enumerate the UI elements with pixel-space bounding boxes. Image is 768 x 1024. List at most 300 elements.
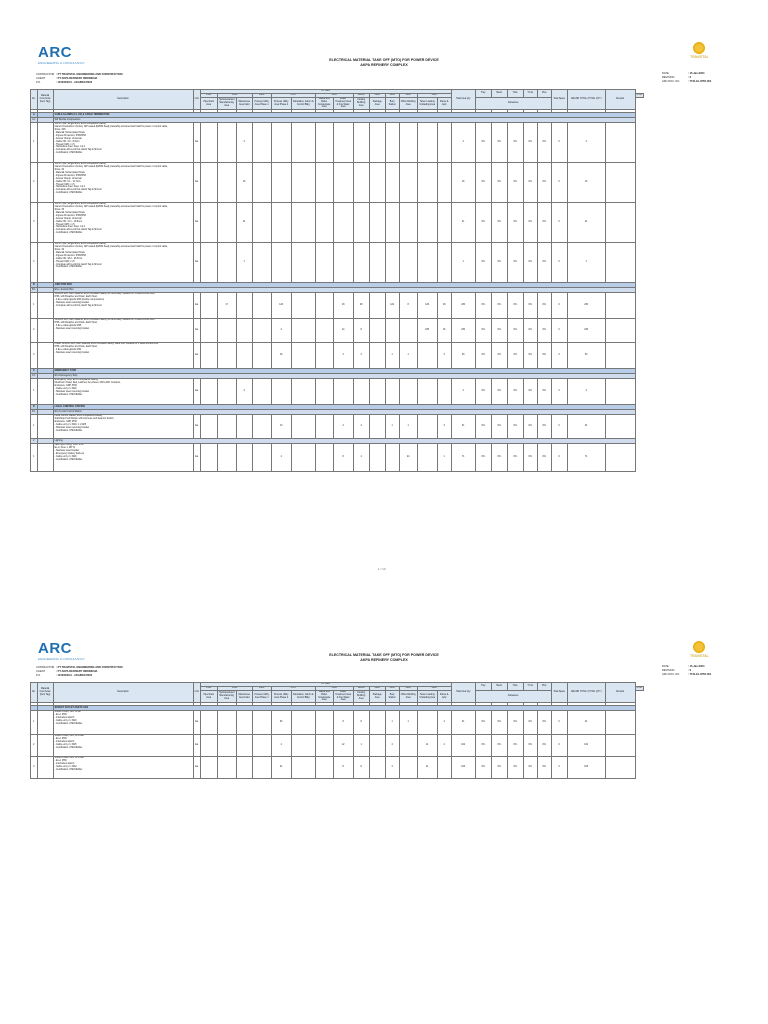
area-quantity xyxy=(217,243,236,283)
area-quantity: 8 xyxy=(333,444,353,472)
allowance-value: 0% xyxy=(507,203,523,243)
col-header-area: Office Building Area xyxy=(399,691,417,703)
area-quantity xyxy=(369,711,385,735)
area-quantity: 21 xyxy=(271,757,291,779)
area-quantity xyxy=(315,293,333,319)
label-client: CLIENT xyxy=(36,670,46,673)
grand-total: 41 xyxy=(567,711,605,735)
total-spare: 0 xyxy=(551,415,567,439)
logo-text: ARC xyxy=(38,640,72,657)
area-quantity xyxy=(217,757,236,779)
table-row xyxy=(31,711,644,735)
remark xyxy=(605,711,635,735)
value-doc-no: : 7731-EL-MTO-001 xyxy=(688,80,712,83)
col-header-area: Process Utility Area Phase 2 xyxy=(271,98,291,110)
total-spare: 0 xyxy=(551,343,567,369)
area-quantity xyxy=(315,319,333,343)
allowance-value: 0% xyxy=(523,243,537,283)
item-number: 2 xyxy=(31,163,38,203)
area-quantity: 21 xyxy=(236,203,252,243)
item-number: 1 xyxy=(31,415,38,439)
col-header-group: AT Plant xyxy=(200,683,451,687)
allowance-value: 0% xyxy=(523,444,537,472)
item-tag xyxy=(37,757,53,779)
area-quantity xyxy=(353,379,369,405)
item-number: 2 xyxy=(31,735,38,757)
allowance-value: 0% xyxy=(537,243,551,283)
table-row xyxy=(31,123,644,163)
allowance-value: 0% xyxy=(491,319,507,343)
item-unit: Ea xyxy=(193,711,200,735)
area-quantity: 8 xyxy=(353,757,369,779)
table-row xyxy=(31,163,644,203)
area-quantity: 123 xyxy=(271,293,291,319)
item-tag xyxy=(37,293,53,319)
area-quantity xyxy=(369,379,385,405)
allowance-value: 0% xyxy=(491,293,507,319)
area-quantity xyxy=(252,243,271,283)
area-quantity xyxy=(369,757,385,779)
total-spare: 0 xyxy=(551,319,567,343)
col-header-code: 3200A xyxy=(353,94,369,98)
label-doc-no: ARC DOC. NO. xyxy=(662,673,681,676)
section-label: EX-d Local Control Station xyxy=(53,410,635,415)
area-quantity xyxy=(200,203,217,243)
area-quantity: 4 xyxy=(236,123,252,163)
col-header-allowance-0: Tray xyxy=(475,683,491,691)
allowance-value: 0% xyxy=(523,415,537,439)
area-quantity xyxy=(417,415,437,439)
col-header-area: Package Area xyxy=(369,98,385,110)
area-quantity xyxy=(315,203,333,243)
allowance-value: 0% xyxy=(507,757,523,779)
area-quantity xyxy=(271,203,291,243)
area-quantity xyxy=(399,203,417,243)
item-number: 4 xyxy=(31,243,38,283)
allowance-value: 0% xyxy=(523,735,537,757)
area-quantity xyxy=(291,757,315,779)
area-quantity xyxy=(333,243,353,283)
area-quantity xyxy=(236,293,252,319)
allowance-value: 0% xyxy=(523,293,537,319)
area-quantity xyxy=(437,203,451,243)
allowance-value: 0% xyxy=(523,343,537,369)
arc-logo xyxy=(38,44,85,65)
allowance-value: 0% xyxy=(507,293,523,319)
client-logo-text: TRAVISTAL xyxy=(690,55,709,59)
area-quantity: 8 xyxy=(399,293,417,319)
col-header-tag: Material Cost Code (Item Tag) xyxy=(37,683,53,703)
item-description: Socket Outlet, 16A, 3P+E - Ex-d, IP66 - Interlocked switch - Cable entry 2 x M20 - Certification: ATEX/IECEx xyxy=(53,711,193,735)
col-header-area: Pipe Rack Area xyxy=(200,691,217,703)
col-header-allowance-0: Tray xyxy=(475,90,491,98)
col-header-allowance-4: Pins xyxy=(537,90,551,98)
table-row xyxy=(31,243,644,283)
item-description: Socket Outlet, 32A, 3P+N+E - Ex-d, IP66 - Interlocked switch - Cable entry 2 x M25 - Certification: ATEX/IECEx xyxy=(53,735,193,757)
area-quantity xyxy=(217,319,236,343)
table-row xyxy=(31,293,644,319)
area-quantity xyxy=(291,123,315,163)
value-revision: : 0 xyxy=(688,669,692,672)
total-area-quantity: 230 xyxy=(451,293,475,319)
col-header-area: Flame & Jetty xyxy=(437,98,451,110)
col-header-area: Water Treatment Area & Fire Water Area xyxy=(333,691,353,703)
col-header-code: 2400 xyxy=(252,687,271,691)
col-header-code: 2110 xyxy=(200,687,217,691)
area-quantity xyxy=(399,379,417,405)
section-number: D xyxy=(31,405,38,410)
item-tag xyxy=(37,163,53,203)
remark xyxy=(605,123,635,163)
total-area-quantity: 102 xyxy=(451,735,475,757)
area-quantity xyxy=(252,203,271,243)
col-header-area: Office Building Area xyxy=(399,98,417,110)
area-quantity xyxy=(437,379,451,405)
value-client: : PT AKPA REFINERY INDONESIA xyxy=(56,77,98,80)
col-header-code: 3800 xyxy=(417,687,451,691)
area-quantity xyxy=(217,379,236,405)
total-area-quantity: 30 xyxy=(451,343,475,369)
col-header-group: AT Plant xyxy=(200,90,451,94)
total-spare: 0 xyxy=(551,711,567,735)
item-unit: Ea xyxy=(193,757,200,779)
area-quantity xyxy=(385,123,399,163)
allowance-value: 0% xyxy=(491,444,507,472)
total-spare: 0 xyxy=(551,163,567,203)
col-header-code: 3300 xyxy=(385,94,399,98)
area-quantity: 4 xyxy=(333,415,353,439)
allowance-value: 0% xyxy=(537,319,551,343)
area-quantity xyxy=(217,343,236,369)
area-quantity xyxy=(417,379,437,405)
item-tag xyxy=(37,415,53,439)
col-header-code: 2713 xyxy=(271,94,315,98)
col-header-code: 3200 xyxy=(369,687,385,691)
grand-total: 30 xyxy=(567,343,605,369)
section-label: EMERGENCY STOP xyxy=(53,369,635,374)
allowance-value: 0% xyxy=(475,123,491,163)
allowance-value: 0% xyxy=(507,735,523,757)
total-spare: 0 xyxy=(551,444,567,472)
arc-logo xyxy=(38,640,85,661)
col-header-code: 3200 xyxy=(369,94,385,98)
area-quantity xyxy=(369,319,385,343)
item-tag xyxy=(37,711,53,735)
item-number: 3 xyxy=(31,757,38,779)
document-title xyxy=(200,653,568,663)
area-quantity xyxy=(236,757,252,779)
area-quantity: 3 xyxy=(437,415,451,439)
area-quantity xyxy=(315,379,333,405)
area-quantity xyxy=(252,293,271,319)
allowance-value: 0% xyxy=(523,757,537,779)
item-number: 1 xyxy=(31,379,38,405)
total-spare: 0 xyxy=(551,293,567,319)
col-header-allowance-4: Pins xyxy=(537,683,551,691)
value-date: : 15-Jan-2024 xyxy=(688,665,705,668)
mto-table xyxy=(30,89,644,472)
allowance-value: 0% xyxy=(537,711,551,735)
grand-total: 1 xyxy=(567,243,605,283)
allowance-value: 0% xyxy=(491,735,507,757)
allowance-value: 0% xyxy=(523,203,537,243)
col-header-allowance-2: Hole xyxy=(507,90,523,98)
col-header-allowance-1: Mesh xyxy=(491,683,507,691)
item-description: WP/G Type: Single Entry, Ex-d Compliance Rating Gland Construction: (brass), NiP coated (EPDM Seal) preferably armoured and braid for power or control cable, Sizes: 32 - Material: Nickel plated brass - Ingress Protection: IP66/IP68 - Cable OD: 18.2 - 26.5mm - Thread: M32 x 1.5 - Complete with Lock Nut, Earth Tag & Shroud - Certification: ATEX/IECEx xyxy=(53,243,193,283)
area-quantity: 8 xyxy=(333,711,353,735)
col-header-area: Hydrotreatment Manufacturing Area xyxy=(217,98,236,110)
col-header-allowance-3: T.C.E xyxy=(523,683,537,691)
area-quantity xyxy=(200,319,217,343)
section-label: EX-e Junction Box xyxy=(53,288,635,293)
label-contractor: CONTRACTOR xyxy=(36,73,55,76)
allowance-value: 0% xyxy=(491,343,507,369)
total-spare: 0 xyxy=(551,123,567,163)
area-quantity xyxy=(200,293,217,319)
area-quantity xyxy=(399,163,417,203)
col-header-code: 3300 xyxy=(385,687,399,691)
area-quantity: 21 xyxy=(417,757,437,779)
area-quantity xyxy=(252,415,271,439)
area-quantity xyxy=(217,163,236,203)
allowance-value: 0% xyxy=(491,123,507,163)
area-quantity xyxy=(399,243,417,283)
grand-total: 106 xyxy=(567,757,605,779)
document-page-2 xyxy=(0,512,768,1024)
area-quantity: 18 xyxy=(437,293,451,319)
area-quantity xyxy=(385,163,399,203)
page-number: 1 / 13 xyxy=(378,567,386,571)
area-quantity: 28 xyxy=(353,293,369,319)
item-tag xyxy=(37,243,53,283)
area-quantity xyxy=(417,444,437,472)
allowance-value: 0% xyxy=(475,163,491,203)
allowance-value: 0% xyxy=(475,711,491,735)
total-spare: 0 xyxy=(551,379,567,405)
col-header-code: 3400 xyxy=(399,94,417,98)
allowance-value: 0% xyxy=(537,163,551,203)
item-number: 1 xyxy=(31,293,38,319)
table-row xyxy=(31,203,644,243)
area-quantity xyxy=(333,379,353,405)
col-header-area: Hydrotreatment Manufacturing Area xyxy=(217,691,236,703)
col-header-unit: Unit xyxy=(193,90,200,110)
area-quantity: 4 xyxy=(385,735,399,757)
area-quantity xyxy=(291,319,315,343)
logo-tagline: ENGINEERING & CONSULTANCY xyxy=(38,657,85,661)
allowance-value: 0% xyxy=(475,343,491,369)
section-label: SOCKET OUTLET AND PLUGS xyxy=(53,706,635,711)
section-number: B xyxy=(31,283,38,288)
area-quantity xyxy=(417,163,437,203)
area-quantity xyxy=(417,343,437,369)
allowance-value: 0% xyxy=(491,163,507,203)
item-tag xyxy=(37,735,53,757)
area-quantity xyxy=(385,379,399,405)
area-quantity xyxy=(217,203,236,243)
area-quantity xyxy=(333,163,353,203)
item-tag xyxy=(37,343,53,369)
total-spare: 0 xyxy=(551,757,567,779)
area-quantity xyxy=(315,415,333,439)
area-quantity xyxy=(252,343,271,369)
remark xyxy=(605,735,635,757)
remark xyxy=(605,319,635,343)
allowance-value: 0% xyxy=(537,444,551,472)
section-label: LOCAL CONTROL STATION xyxy=(53,405,635,410)
section-number: C.1 xyxy=(32,374,36,377)
area-quantity: 4 xyxy=(437,711,451,735)
area-quantity: 4 xyxy=(271,444,291,472)
allowance-value: 0% xyxy=(507,343,523,369)
remark xyxy=(605,415,635,439)
col-header-area: Pipe Rack Area xyxy=(200,98,217,110)
allowance-value: 0% xyxy=(507,415,523,439)
total-area-quantity: 41 xyxy=(451,711,475,735)
area-quantity: 16 xyxy=(437,319,451,343)
area-quantity xyxy=(252,735,271,757)
item-unit: Ea xyxy=(193,319,200,343)
col-header-tag: Material Cost Code (Item Tag) xyxy=(37,90,53,110)
label-date: DATE xyxy=(662,72,669,75)
allowance-value: 0% xyxy=(523,319,537,343)
allowance-value: 0% xyxy=(507,379,523,405)
item-description: WP/G Type: Single Entry, Ex-d Compliance Rating Gland Construction: (brass), NiP coated (EPDM Seal) preferably armoured and braid for power or control cable, Sizes: 25 - Material: Nickel plated brass - Ingress Protection: IP66/IP68 - Armour Clamp: Universal - Cable OD: 11.1 - 19.9mm - Thread: M25 x 1.5 - Hazardous Area: Zone 1 & 2 - Complete with Lock Nut, Earth Tag & Shroud - Certification: ATEX/IECEx xyxy=(53,203,193,243)
label-po: P.O. xyxy=(36,674,41,677)
remark xyxy=(605,379,635,405)
area-quantity: 4 xyxy=(353,444,369,472)
area-quantity xyxy=(252,757,271,779)
area-quantity: 16 xyxy=(271,343,291,369)
item-number: 1 xyxy=(31,444,38,472)
item-tag xyxy=(37,203,53,243)
allowance-value: 0% xyxy=(491,757,507,779)
item-number: 3 xyxy=(31,343,38,369)
allowance-value: 0% xyxy=(475,379,491,405)
col-header-total-spare: Total Spare xyxy=(551,683,567,703)
col-header-area: Tower Loading Unloading Area xyxy=(417,98,437,110)
remark xyxy=(605,203,635,243)
area-quantity xyxy=(217,123,236,163)
area-quantity xyxy=(291,379,315,405)
area-quantity: 26 xyxy=(271,711,291,735)
label-date: DATE xyxy=(662,665,669,668)
table-row xyxy=(31,319,644,343)
col-header-area: Package Area xyxy=(369,691,385,703)
table-row xyxy=(31,757,644,779)
col-header-area: Warehouse Area Field xyxy=(236,691,252,703)
client-logo xyxy=(690,641,709,658)
allowance-value: 0% xyxy=(537,379,551,405)
col-header-code: 3100 xyxy=(315,687,353,691)
grand-total: 71 xyxy=(567,444,605,472)
area-quantity xyxy=(333,203,353,243)
area-quantity xyxy=(437,123,451,163)
area-quantity xyxy=(315,243,333,283)
item-description: WP/G Type: Single Entry, Ex-d Compliance Rating Gland Construction: (brass), NiP coated (EPDM Seal) preferably armoured and braid for power or control cable, Sizes: 20S - Material: Nickel plated brass - Ingress Protection: IP66/IP68 - Armour Clamp: Universal - Cable OD: 3.0 - 8.6mm - Thread: M20 x 1.5 - Hazardous Area: Zone 1 & 2 - Complete with Lock Nut, Earth Tag & Shroud - Certification: ATEX/IECEx xyxy=(53,123,193,163)
col-header-code: 3800 xyxy=(417,94,451,98)
area-quantity xyxy=(291,735,315,757)
area-quantity xyxy=(369,444,385,472)
item-unit: Ea xyxy=(193,343,200,369)
area-quantity xyxy=(369,735,385,757)
allowance-value: 0% xyxy=(507,163,523,203)
col-header-remark: Remark xyxy=(605,683,635,703)
area-quantity: 4 xyxy=(271,319,291,343)
logo-tagline: ENGINEERING & CONSULTANCY xyxy=(38,61,85,65)
area-quantity xyxy=(315,711,333,735)
col-header-total-spare: Total Spare xyxy=(551,90,567,110)
area-quantity: 1 xyxy=(385,343,399,369)
grand-total: 21 xyxy=(567,203,605,243)
allowance-value: 0% xyxy=(523,163,537,203)
area-quantity: 24 xyxy=(399,444,417,472)
col-header-no: No. xyxy=(31,683,38,703)
area-quantity xyxy=(291,711,315,735)
area-quantity xyxy=(291,415,315,439)
item-unit: Ea xyxy=(193,243,200,283)
allowance-value: 0% xyxy=(507,711,523,735)
item-number: 2 xyxy=(31,319,38,343)
section-number: C xyxy=(31,369,38,374)
area-quantity xyxy=(200,243,217,283)
item-description: Socket Outlet, 63A, 3P+N+E - Ex-d, IP66 - Interlocked switch - Cable entry 2 x M32 - Certification: ATEX/IECEx xyxy=(53,757,193,779)
col-header-code: 3100 xyxy=(315,94,353,98)
allowance-value: 0% xyxy=(537,415,551,439)
area-quantity xyxy=(385,203,399,243)
value-client: : PT AKPA REFINERY INDONESIA xyxy=(56,670,98,673)
area-quantity xyxy=(399,757,417,779)
area-quantity xyxy=(353,163,369,203)
grand-total: 230 xyxy=(567,319,605,343)
col-header-grand-total: GRAND TOTAL (TOTAL QTY) xyxy=(567,683,605,703)
allowance-value: 0% xyxy=(537,203,551,243)
area-quantity xyxy=(200,711,217,735)
area-quantity xyxy=(252,163,271,203)
sun-icon xyxy=(693,641,705,653)
col-header-code: 3700 xyxy=(636,94,642,97)
col-header-code: 2110 xyxy=(200,94,217,98)
area-quantity xyxy=(271,163,291,203)
area-quantity xyxy=(417,243,437,283)
col-header-area: Waste and Boiler Condensate Area xyxy=(315,691,333,703)
area-quantity xyxy=(353,243,369,283)
area-quantity xyxy=(399,123,417,163)
label-revision: REVISION xyxy=(662,669,675,672)
area-quantity xyxy=(315,343,333,369)
area-quantity: 122 xyxy=(385,293,399,319)
area-quantity: 14 xyxy=(333,319,353,343)
header-right-block xyxy=(662,665,711,677)
value-po: : 1100000041 - AKA/REF/2023 xyxy=(56,81,93,84)
area-quantity: 4 xyxy=(437,735,451,757)
title-line-2: AKPA REFINERY COMPLEX xyxy=(360,658,408,662)
area-quantity: 13 xyxy=(271,415,291,439)
item-number: 3 xyxy=(31,203,38,243)
allowance-value: 0% xyxy=(537,343,551,369)
area-quantity xyxy=(369,203,385,243)
area-quantity xyxy=(291,243,315,283)
value-contractor: : PT TRAVISTAL ENGINEERING AND CONSTRUCTION xyxy=(56,73,123,76)
col-header-allowance-2: Hole xyxy=(507,683,523,691)
area-quantity xyxy=(236,319,252,343)
area-quantity xyxy=(417,711,437,735)
grand-total: 102 xyxy=(567,735,605,757)
area-quantity xyxy=(385,319,399,343)
item-unit: Ea xyxy=(193,123,200,163)
col-header-area: Substation, Admin & Control Bldg xyxy=(291,691,315,703)
allowance-value: 0% xyxy=(507,319,523,343)
